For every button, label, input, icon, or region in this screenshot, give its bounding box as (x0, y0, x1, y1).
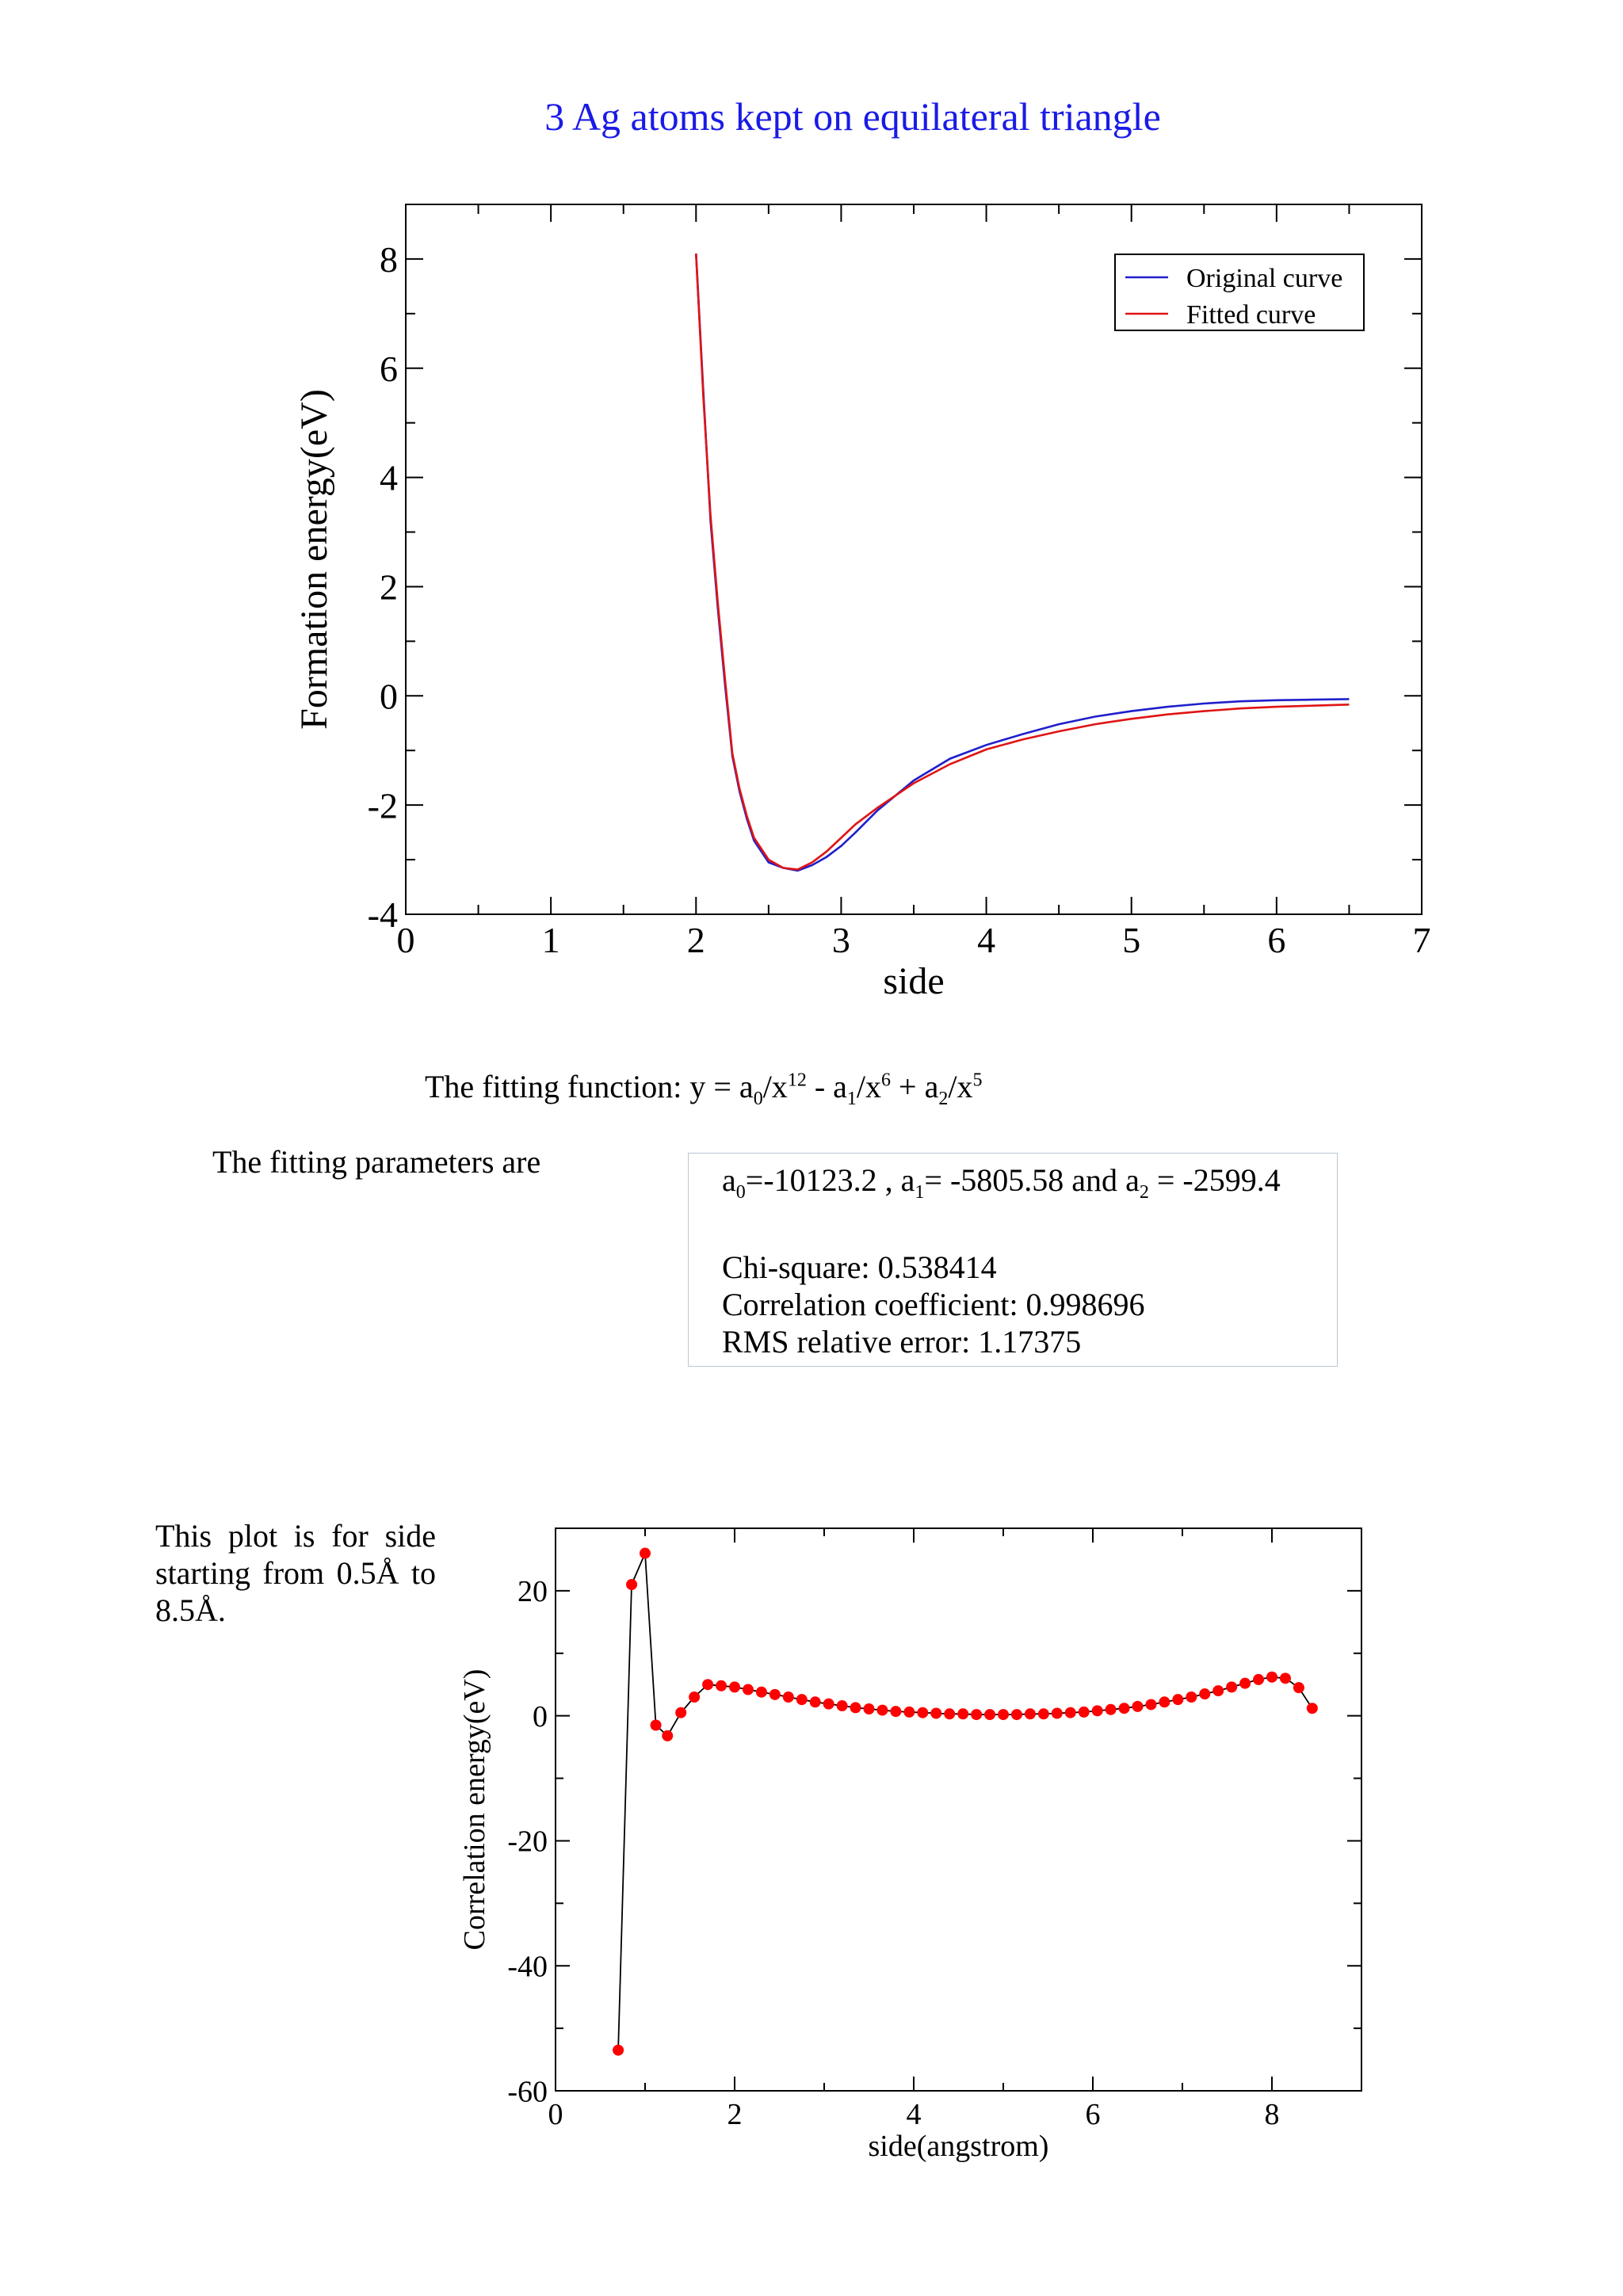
data-point (971, 1709, 982, 1720)
data-point (1106, 1704, 1117, 1715)
fit-func-part-5: /x (948, 1069, 973, 1104)
side-range-note: This plot is for side starting from 0.5Å to 8.5Å. (155, 1518, 436, 1628)
y-tick-label: -2 (367, 785, 398, 826)
data-point (640, 1548, 651, 1559)
x-tick-label: 2 (686, 920, 705, 960)
data-point (1199, 1688, 1210, 1699)
y-tick-label: 20 (517, 1575, 548, 1609)
x-tick-label: 5 (1122, 920, 1141, 960)
data-point (675, 1707, 686, 1718)
data-point (810, 1696, 821, 1707)
data-point (1052, 1708, 1063, 1719)
fit-func-part-3: /x (856, 1069, 882, 1104)
data-point (1025, 1708, 1036, 1719)
a1-subscript: 1 (915, 1182, 925, 1203)
page-title: 3 Ag atoms kept on equilateral triangle (544, 94, 1161, 139)
data-point (1079, 1707, 1090, 1718)
data-point (1307, 1703, 1318, 1714)
data-point (1145, 1699, 1156, 1710)
data-point (1119, 1703, 1130, 1714)
x-tick-label: 4 (906, 2098, 922, 2131)
x-tick-label: 7 (1412, 920, 1431, 960)
x-axis-label: side(angstrom) (868, 2130, 1049, 2163)
y-tick-label: -60 (507, 2075, 548, 2109)
a2-value: = -2599.4 (1148, 1162, 1281, 1198)
data-point (1253, 1674, 1264, 1685)
data-point (876, 1705, 888, 1716)
data-point (783, 1691, 794, 1703)
data-point (984, 1709, 995, 1720)
a1-value: = -5805.58 and (924, 1162, 1126, 1198)
data-point (837, 1700, 848, 1711)
data-point (1065, 1707, 1076, 1718)
chart2-group (458, 1528, 1361, 2163)
fit-func-exp-5: 5 (972, 1070, 983, 1091)
data-point (1132, 1701, 1144, 1712)
data-point (796, 1694, 808, 1705)
data-point (613, 2045, 624, 2056)
data-point (1293, 1682, 1304, 1693)
series-line-0 (618, 1554, 1312, 2050)
data-point (903, 1707, 915, 1718)
data-point (850, 1702, 861, 1713)
fit-func-sub-0: 0 (753, 1089, 763, 1109)
data-point (890, 1706, 901, 1717)
fitting-parameters-label: The fitting parameters are (212, 1144, 541, 1180)
x-tick-label: 8 (1264, 2098, 1280, 2131)
x-tick-label: 2 (727, 2098, 743, 2131)
y-axis-label: Formation energy(eV) (293, 389, 335, 730)
y-tick-label: -20 (507, 1825, 548, 1859)
rms-relative-error: RMS relative error: 1.17375 (722, 1324, 1082, 1360)
y-tick-label: -40 (507, 1950, 548, 1984)
y-tick-label: -4 (367, 894, 398, 936)
data-point (1159, 1696, 1170, 1707)
data-point (743, 1684, 754, 1695)
data-point (1266, 1672, 1277, 1683)
data-point (917, 1707, 928, 1718)
a0-subscript: 0 (735, 1182, 746, 1203)
data-point (864, 1703, 875, 1714)
data-point (1280, 1672, 1291, 1684)
a0-value: =-10123.2 , (745, 1162, 901, 1198)
data-point (769, 1689, 781, 1700)
data-point (1212, 1685, 1224, 1696)
data-point (957, 1708, 968, 1719)
data-point (1186, 1691, 1197, 1703)
fit-func-sub-1: 1 (846, 1089, 857, 1109)
y-tick-label: 2 (380, 566, 398, 608)
fit-func-sub-2: 2 (938, 1089, 949, 1109)
y-tick-label: 8 (380, 239, 398, 280)
a0-symbol: a (722, 1162, 736, 1198)
x-tick-label: 4 (977, 920, 996, 960)
fit-func-part-1: /x (762, 1069, 788, 1104)
x-tick-label: 1 (541, 920, 560, 960)
legend-label-0: Original curve (1186, 264, 1343, 293)
data-point (944, 1708, 955, 1719)
data-point (689, 1691, 700, 1703)
a2-symbol: a (1125, 1162, 1140, 1198)
data-point (729, 1681, 740, 1692)
fit-func-part-2: - a (806, 1069, 847, 1104)
y-tick-label: 6 (380, 348, 398, 389)
fit-func-part-4: + a (891, 1069, 939, 1104)
data-point (823, 1699, 834, 1710)
data-point (1038, 1708, 1049, 1719)
a1-symbol: a (900, 1162, 915, 1198)
correlation-coefficient: Correlation coefficient: 0.998696 (722, 1287, 1145, 1322)
data-point (1092, 1705, 1103, 1716)
y-tick-label: 4 (380, 457, 398, 498)
x-tick-label: 3 (831, 920, 850, 960)
x-tick-label: 6 (1085, 2098, 1101, 2131)
data-point (716, 1680, 727, 1691)
chi-square: Chi-square: 0.538414 (722, 1249, 997, 1285)
data-point (651, 1720, 662, 1731)
data-point (930, 1708, 941, 1719)
y-axis-label: Correlation energy(eV) (458, 1669, 491, 1951)
x-tick-label: 0 (396, 920, 415, 960)
fit-func-exp-12: 12 (787, 1070, 807, 1091)
fit-func-prefix: The fitting function: y = a (425, 1069, 754, 1104)
legend-label-1: Fitted curve (1186, 300, 1316, 330)
data-point (626, 1579, 637, 1590)
data-point (1226, 1681, 1237, 1692)
y-tick-label: 0 (533, 1699, 548, 1733)
data-point (998, 1709, 1009, 1720)
x-axis-label: side (883, 960, 945, 1002)
x-tick-label: 0 (548, 2098, 563, 2131)
data-point (662, 1730, 673, 1741)
x-tick-label: 6 (1267, 920, 1286, 960)
fit-func-exp-6: 6 (881, 1070, 892, 1091)
chart2-frame (556, 1528, 1361, 2091)
data-point (1011, 1709, 1022, 1720)
data-point (1239, 1678, 1251, 1689)
data-point (1172, 1694, 1183, 1705)
data-point (756, 1687, 767, 1698)
a2-subscript: 2 (1139, 1182, 1149, 1203)
y-tick-label: 0 (380, 676, 398, 717)
data-point (702, 1679, 713, 1690)
